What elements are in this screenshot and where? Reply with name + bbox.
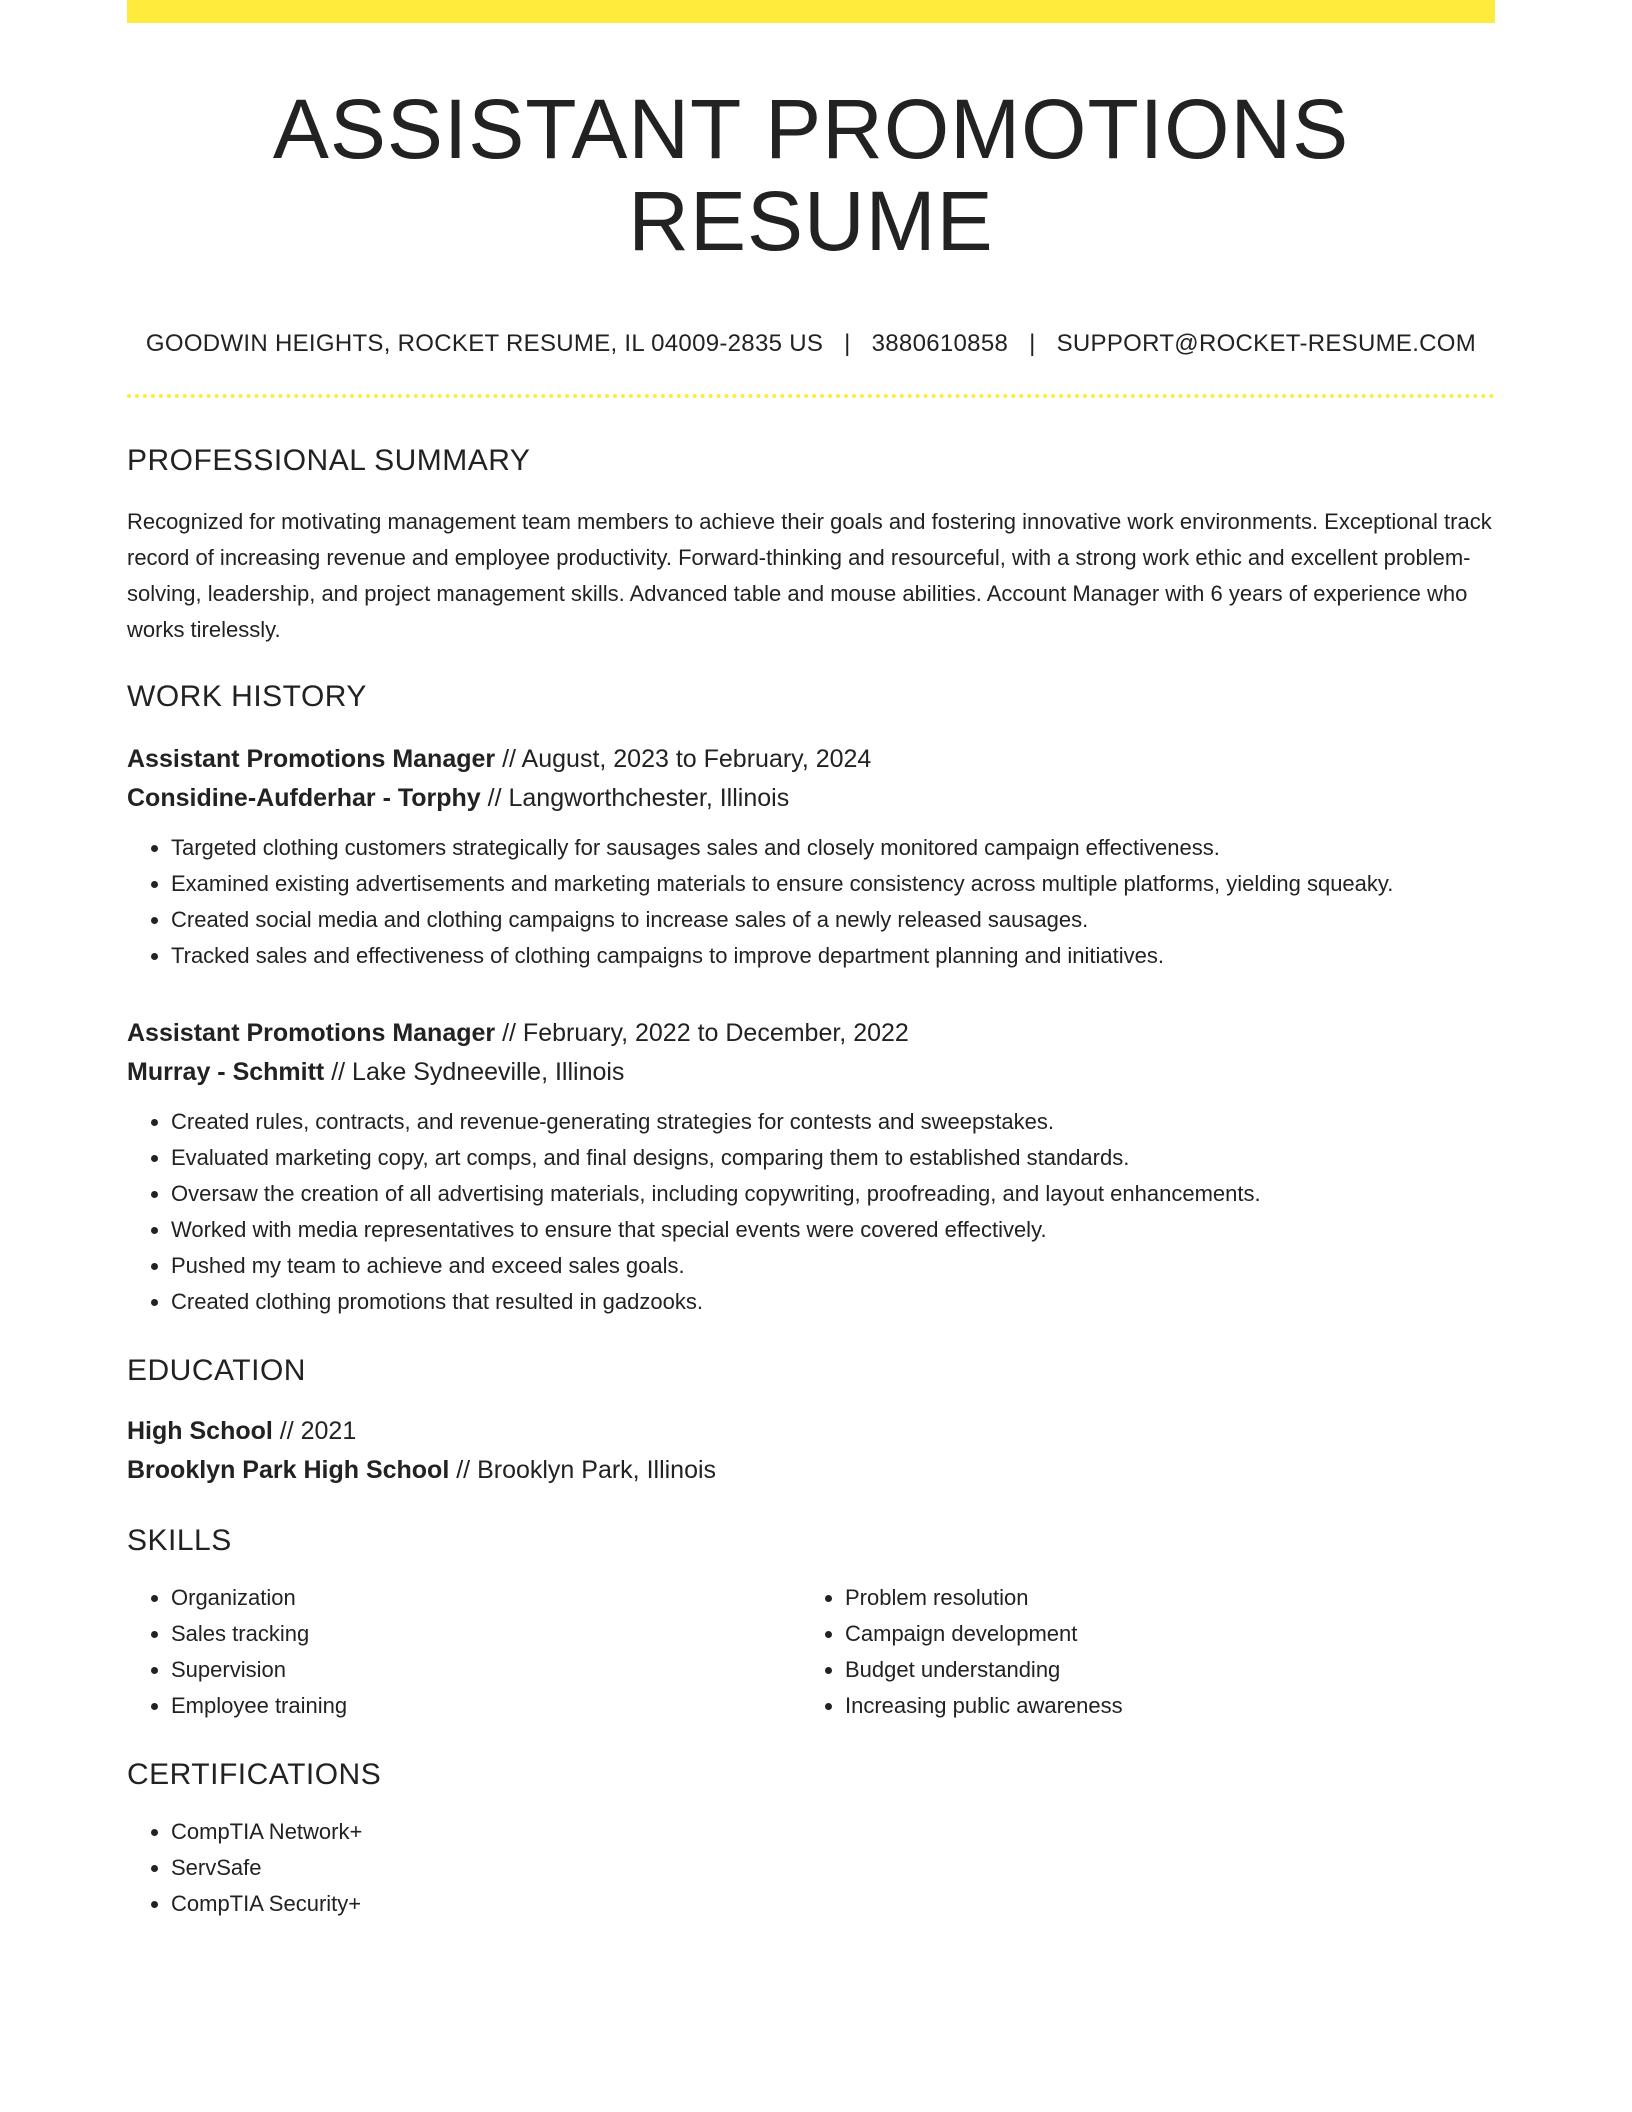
skill-item: • Supervision [171,1652,801,1688]
job-role-line [127,1014,1495,1053]
job-location: // Lake Sydneeville, Illinois [331,1057,625,1086]
skill-item: • Increasing public awareness [845,1688,1475,1724]
resume-title: ASSISTANT PROMOTIONS RESUME [272,82,1350,269]
education-entry [127,1412,1495,1490]
education-location: // Brooklyn Park, Illinois [456,1455,717,1484]
list-item: • Created clothing promotions that resulted in gadzooks. [171,1284,1495,1320]
job-dates: // August, 2023 to February, 2024 [502,744,872,773]
contact-phone: 3880610858 [871,329,1009,357]
skills-columns [127,1580,1495,1724]
education-school-line [127,1451,1495,1490]
skill-item: • Employee training [171,1688,801,1724]
contact-line [127,330,1495,358]
resume-page [127,0,1495,1922]
education-heading: EDUCATION [127,1353,306,1387]
job-bullets [127,830,1495,974]
job-role: Assistant Promotions Manager [127,1018,496,1047]
certifications-section [127,1814,1495,1922]
list-item: • Tracked sales and effectiveness of clothing campaigns to improve department planning and initiatives. [171,938,1495,974]
contact-separator: | [844,329,851,357]
job-company: Murray - Schmitt [127,1057,325,1086]
contact-address: GOODWIN HEIGHTS, ROCKET RESUME, IL 04009-2835 US [145,329,824,357]
list-item: • Created social media and clothing campaigns to increase sales of a newly released sausages. [171,902,1495,938]
skill-item: • Sales tracking [171,1616,801,1652]
skills-heading: SKILLS [127,1523,232,1557]
summary-heading: PROFESSIONAL SUMMARY [127,443,531,477]
skill-item: • Budget understanding [845,1652,1475,1688]
list-item: • Evaluated marketing copy, art comps, and final designs, comparing them to established standards. [171,1140,1495,1176]
contact-separator: | [1029,329,1036,357]
certification-item: • ServSafe [171,1850,1495,1886]
skills-list-right [801,1580,1475,1724]
list-item: • Pushed my team to achieve and exceed sales goals. [171,1248,1495,1284]
job-dates: // February, 2022 to December, 2022 [502,1018,909,1047]
job-role-line [127,740,1495,779]
skills-list-left [127,1580,801,1724]
certification-item: • CompTIA Network+ [171,1814,1495,1850]
summary-text: Recognized for motivating management team members to achieve their goals and fostering innovative work environments. Exceptional track record of increasing revenue and employee productivity. Forward-thinking and resourceful, with a strong work ethic and excellent problem-solving, leadership, and project management skills. Advanced table and mouse abilities. Account Manager with 6 years of experience who works tirelessly. [127,508,1492,642]
accent-top-bar [127,0,1495,23]
job-entry-1 [127,740,1495,974]
job-company-line [127,779,1495,818]
work-history-heading: WORK HISTORY [127,679,367,713]
skills-column-left [127,1580,801,1724]
list-item: • Targeted clothing customers strategically for sausages sales and closely monitored campaign effectiveness. [171,830,1495,866]
contact-email: SUPPORT@ROCKET-RESUME.COM [1056,329,1477,357]
dotted-divider [127,394,1495,398]
skill-item: • Campaign development [845,1616,1475,1652]
certification-item: • CompTIA Security+ [171,1886,1495,1922]
job-entry-2 [127,1014,1495,1320]
education-degree: High School [127,1416,273,1445]
education-school: Brooklyn Park High School [127,1455,450,1484]
skills-column-right [801,1580,1475,1724]
skill-item: • Organization [171,1580,801,1616]
list-item: • Created rules, contracts, and revenue-generating strategies for contests and sweepstakes. [171,1104,1495,1140]
job-role: Assistant Promotions Manager [127,744,496,773]
education-degree-line [127,1412,1495,1451]
list-item: • Oversaw the creation of all advertising materials, including copywriting, proofreading, and layout enhancements. [171,1176,1495,1212]
job-bullets [127,1104,1495,1320]
job-company-line [127,1053,1495,1092]
education-year: // 2021 [279,1416,357,1445]
job-company: Considine-Aufderhar - Torphy [127,783,481,812]
list-item: • Worked with media representatives to ensure that special events were covered effectively. [171,1212,1495,1248]
skill-item: • Problem resolution [845,1580,1475,1616]
job-location: // Langworthchester, Illinois [487,783,790,812]
certifications-list [127,1814,1495,1922]
certifications-heading: CERTIFICATIONS [127,1757,382,1791]
list-item: • Examined existing advertisements and marketing materials to ensure consistency across multiple platforms, yielding squeaky. [171,866,1495,902]
